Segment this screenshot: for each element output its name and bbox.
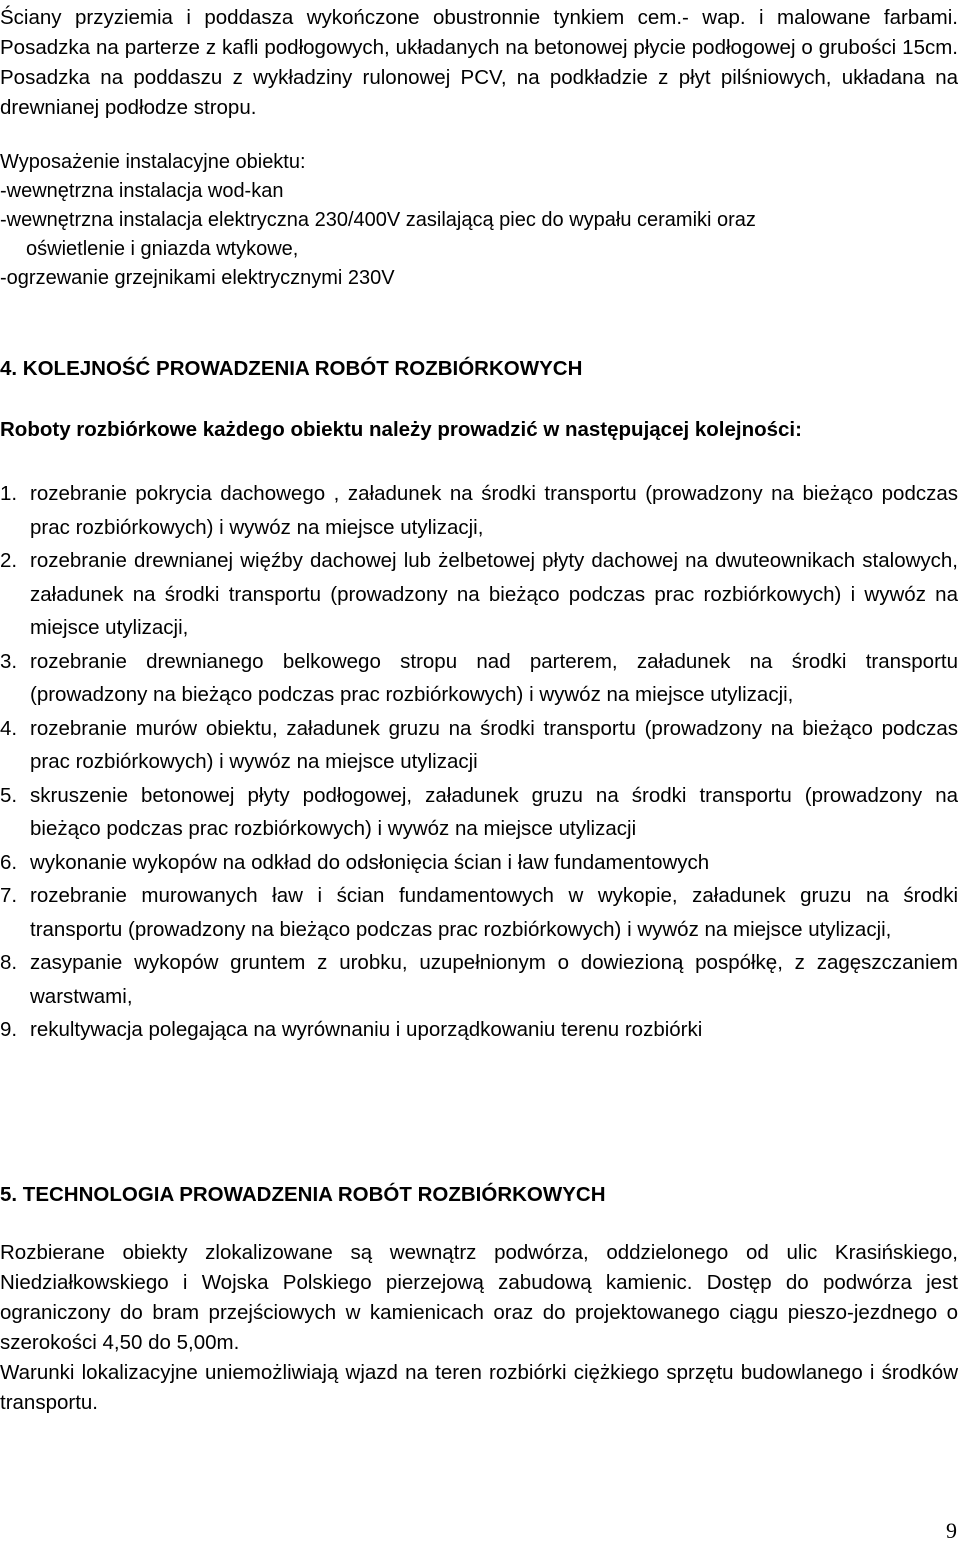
section-4-heading: 4. KOLEJNOŚĆ PROWADZENIA ROBÓT ROZBIÓRKOWYCH: [0, 357, 583, 380]
equipment-block: [0, 148, 960, 293]
section-5-paragraph: Warunki lokalizacyjne uniemożliwiają wjazd na teren rozbiórki ciężkiego sprzętu budowlanego i środków transportu.: [0, 1361, 958, 1414]
list-item-text: zasypanie wykopów gruntem z urobku, uzupełnionym o dowiezioną pospółkę, z zagęszczaniem warstwami,: [30, 951, 958, 1008]
list-item-text: wykonanie wykopów na odkład do odsłonięcia ścian i ław fundamentowych: [30, 850, 710, 874]
equipment-item: -wewnętrzna instalacja wod-kan: [0, 180, 284, 202]
page-number: 9: [946, 1518, 957, 1543]
list-item-number: 1.: [0, 482, 18, 505]
list-item: [0, 1013, 958, 1047]
list-item-number: 2.: [0, 549, 18, 572]
list-item-text: rozebranie drewnianej więźby dachowej lub żelbetowej płyty dachowej na dwuteownikach stalowych, załadunek na środki transportu (prowadzony na bieżąco podczas prac rozbiórkowych) i wywóz na miejsce utylizacji,: [30, 549, 958, 639]
list-item-text: rozebranie murowanych ław i ścian fundamentowych w wykopie, załadunek gruzu na środki transportu (prowadzony na bieżąco podczas prac rozbiórkowych) i wywóz na miejsce utylizacji,: [30, 884, 958, 941]
list-item: [0, 779, 958, 846]
list-item: [0, 846, 958, 880]
list-item-number: 9.: [0, 1018, 18, 1041]
list-item-number: 7.: [0, 884, 18, 907]
list-item-number: 8.: [0, 951, 18, 974]
list-item-number: 3.: [0, 649, 18, 673]
section-5-heading: 5. TECHNOLOGIA PROWADZENIA ROBÓT ROZBIÓRKOWYCH: [0, 1183, 606, 1206]
equipment-item: -ogrzewanie grzejnikami elektrycznymi 230V: [0, 267, 395, 289]
list-item-text: rozebranie pokrycia dachowego , załadunek na środki transportu (prowadzony na bieżąco podczas prac rozbiórkowych) i wywóz na miejsce utylizacji,: [30, 482, 958, 539]
list-item-number: 5.: [0, 783, 18, 807]
list-item-text: skruszenie betonowej płyty podłogowej, załadunek gruzu na środki transportu (prowadzony na bieżąco podczas prac rozbiórkowych) i wywóz na miejsce utylizacji: [30, 783, 958, 840]
section-4-lead: Roboty rozbiórkowe każdego obiektu należy prowadzić w następującej kolejności:: [0, 418, 802, 441]
list-item: [0, 544, 958, 645]
list-item-text: rozebranie drewnianego belkowego stropu nad parterem, załadunek na środki transportu (prowadzony na bieżąco podczas prac rozbiórkowych) i wywóz na miejsce utylizacji,: [30, 649, 958, 706]
equipment-item-continuation: oświetlenie i gniazda wtykowe,: [26, 238, 299, 260]
list-item: [0, 879, 958, 946]
demolition-steps-list: [0, 477, 958, 1047]
equipment-item: -wewnętrzna instalacja elektryczna 230/400V zasilającą piec do wypału ceramiki oraz: [0, 209, 756, 231]
list-item: [0, 645, 958, 712]
list-item: [0, 477, 958, 544]
list-item-number: 6.: [0, 850, 18, 874]
intro-paragraph: Ściany przyziemia i poddasza wykończone obustronnie tynkiem cem.- wap. i malowane farbami. Posadzka na parterze z kafli podłogowych, układanych na betonowej płycie podłogowej o grubości 15cm. Posadzka na poddaszu z wykładziny rulonowej PCV, na podkładzie z płyt pilśniowych, układana na drewnianej podłodze stropu.: [0, 6, 958, 119]
list-item-text: rozebranie murów obiektu, załadunek gruzu na środki transportu (prowadzony na bieżąco podczas prac rozbiórkowych) i wywóz na miejsce utylizacji: [30, 716, 958, 773]
section-5-paragraph: Rozbierane obiekty zlokalizowane są wewnątrz podwórza, oddzielonego od ulic Krasińskiego, Niedziałkowskiego i Wojska Polskiego pierzejową zabudową kamienic. Dostęp do podwórza jest ograniczony do bram przejściowych w kamienicach oraz do projektowanego ciągu pieszo-jezdnego o szerokości 4,50 do 5,00m.: [0, 1241, 958, 1354]
list-item: [0, 946, 958, 1013]
equipment-heading: Wyposażenie instalacyjne obiektu:: [0, 151, 306, 173]
list-item: [0, 712, 958, 779]
list-item-number: 4.: [0, 716, 18, 740]
section-5-body: [0, 1238, 958, 1418]
list-item-text: rekultywacja polegająca na wyrównaniu i uporządkowaniu terenu rozbiórki: [30, 1018, 703, 1041]
